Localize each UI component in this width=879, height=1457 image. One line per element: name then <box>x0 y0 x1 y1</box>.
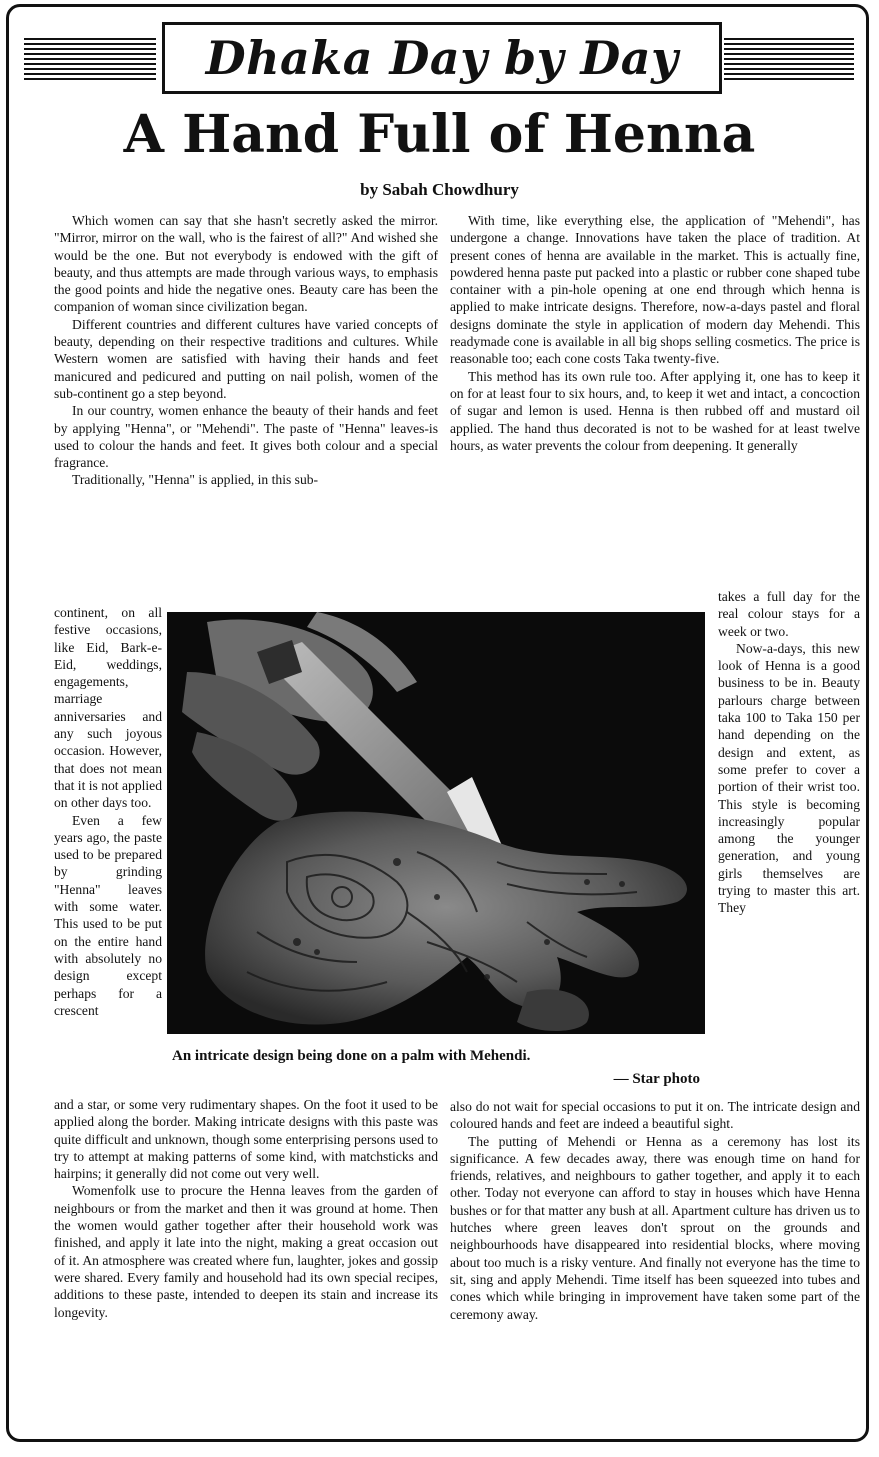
paragraph: Different countries and different cultures have varied concepts of beauty, depending on their respective traditions and cultures. While Western women are satisfied with having their hands and feet manicured and pedicured and putting on nail polish, women of the sub-continent go a step beyond. <box>54 316 438 401</box>
paragraph: Womenfolk use to procure the Henna leaves from the garden of neighbours or from the market and then it was ground at home. Then the women would gather together after their household work was finished, and apply it late into the night, making a great occasion out of it. An atmosphere was created where fun, laughter, jokes and gossip were shared. Every family and household had its own special recipes, additions to these paste, intended to deepen its stain and increase its longevity. <box>54 1183 438 1320</box>
section-title: Dhaka Day by Day <box>205 31 679 85</box>
paragraph: Which women can say that she hasn't secretly asked the mirror. "Mirror, mirror on the wall, who is the fairest of all?" And wished she would be the one. But not everybody is endowed with the gift of beauty, and thus attempts are made through various ways, to emphasis the good points and hide the negative ones. Beauty care has been the companion of woman since civilization began. <box>54 213 438 315</box>
photo-credit: — Star photo <box>613 1071 700 1087</box>
paragraph: Traditionally, "Henna" is applied, in this sub- <box>72 472 319 488</box>
paragraph: In our country, women enhance the beauty of their hands and feet by applying "Henna", or "Mehendi". The paste of "Henna" leaves-is used to colour the hands and feet. It gives both colour and a special fragrance. <box>54 403 438 471</box>
photo-caption: An intricate design being done on a palm with Mehendi. <box>172 1048 531 1064</box>
right-side-column <box>718 588 860 1100</box>
left-side-column <box>54 604 162 1092</box>
section-banner <box>24 22 854 94</box>
headline: A Hand Full of Henna <box>123 104 756 165</box>
banner-box <box>162 22 722 94</box>
paragraph: continent, on all festive occasions, like Eid, Bark-e-Eid, weddings, engagements, marriage anniversaries and any such joyous occasion. However, that does not mean that it is not applied on other days too. <box>54 605 162 811</box>
paragraph: Even a few years ago, the paste used to be prepared by grinding "Henna" leaves with some water. This used to be put on the entire hand with absolutely no design except perhaps for a crescent <box>54 812 162 1018</box>
left-bottom-column <box>54 1096 438 1436</box>
henna-photo <box>167 612 705 1034</box>
paragraph: This method has its own rule too. After applying it, one has to keep it on for at least four to six hours, and, to keep it wet and intact, a concoction of sugar and lemon is used. Henna is then rubbed off and mustard oil applied. The hand thus decorated is not to be washed for at least twelve hours, as water prevents the colour from deepening. It generally <box>450 368 860 453</box>
banner-hatch-left <box>24 38 156 82</box>
byline: by Sabah Chowdhury <box>360 180 519 199</box>
paragraph: With time, like everything else, the application of "Mehendi", has undergone a change. Innovations have taken the place of tradition. At present cones of henna are available in the market. This is actually fine, powdered henna paste put packed into a plastic or rubber cone shaped tube container with a pin-hole opening at one end through which henna is applied to make intricate designs. Therefore, now-a-days pastel and floral designs dominate the style in application of modern day Mehendi. This readymade cone is available in all big shops selling cosmetics. The price is reasonable too; each cone costs Taka twenty-five. <box>450 213 860 367</box>
henna-hand-illustration <box>167 612 705 1034</box>
paragraph: takes a full day for the real colour stays for a week or two. <box>718 589 860 639</box>
right-bottom-column <box>450 1098 860 1438</box>
banner-hatch-right <box>724 38 854 82</box>
paragraph: also do not wait for special occasions to put it on. The intricate design and coloured hands and feet are indeed a beautiful sight. <box>450 1099 860 1132</box>
right-top-column <box>450 212 860 608</box>
paragraph: and a star, or some very rudimentary shapes. On the foot it used to be applied along the border. Making intricate designs with this paste was quite difficult and unknown, though some enterprising persons used to try to attempt at making patterns of some kind, with matchsticks and hairpins; it generally did not come out very well. <box>54 1097 438 1182</box>
paragraph: The putting of Mehendi or Henna as a ceremony has lost its significance. A few decades away, there was enough time on hand for friends, relatives, and neighbours to gather together, and apply it to each other. Today not everyone can afford to stay in houses which have Henna bushes or for that matter any bush at all. Apartment culture has driven us to hutches where green leaves don't sprout on the grounds and neighbourhoods have disappeared into residential blocks, where moving about too much is a risky venture. And finally not everyone has the time to sit, sing and apply Mehendi. Time itself has been squeezed into tubes and cones which while bringing in improvement have taken some part of the ceremony away. <box>450 1133 860 1322</box>
lead-column <box>54 212 438 604</box>
paragraph: Now-a-days, this new look of Henna is a good business to be in. Beauty parlours charge between taka 100 to Taka 150 per hand depending on the design and extent, as some prefer to cover a portion of their wrist too. This style is becoming increasingly popular among the younger generation, and young girls themselves are trying to master this art. They <box>718 640 860 916</box>
